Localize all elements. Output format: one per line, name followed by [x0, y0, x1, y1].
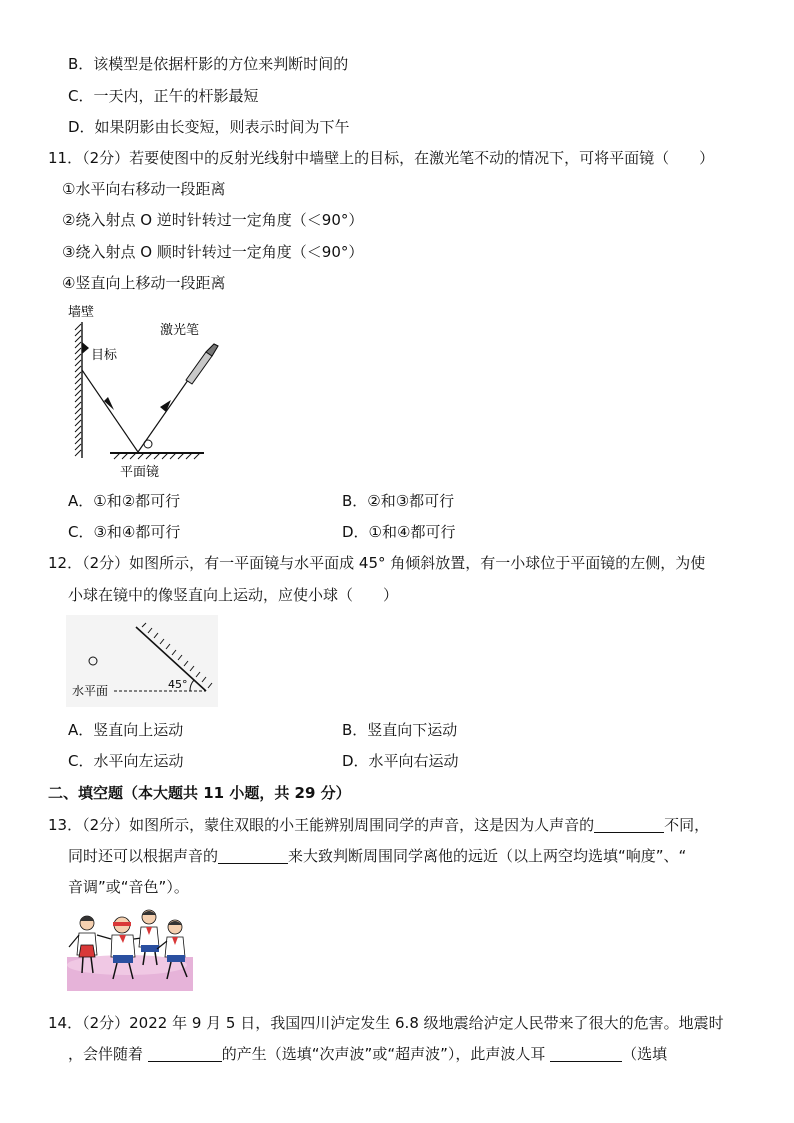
- laser-pen: [186, 344, 218, 384]
- q12-option-b: B．竖直向下运动: [342, 721, 458, 739]
- wall-hatch: [75, 324, 81, 456]
- q13-text-1b: 不同，: [664, 816, 710, 834]
- q14-line2: [68, 1044, 667, 1064]
- q11-item-1: ①水平向右移动一段距离: [62, 180, 226, 198]
- q11-option-c: C．③和④都可行: [68, 523, 181, 541]
- q11-item-4: ④竖直向上移动一段距离: [62, 274, 226, 292]
- q13-blank-1[interactable]: [594, 816, 664, 833]
- q11-item-2: ②绕入射点 O 逆时针转过一定角度（＜90°）: [62, 211, 364, 229]
- target-mark: [82, 342, 89, 354]
- wall-label: 墙壁: [68, 305, 95, 320]
- angle-label: 45°: [168, 678, 188, 691]
- q13-text-2a: 同时还可以根据声音的: [68, 847, 219, 865]
- q12-option-d: D．水平向右运动: [342, 752, 459, 770]
- q13-line3: 音调”或“音色”）。: [68, 878, 189, 896]
- q14-blank-2[interactable]: [550, 1045, 622, 1062]
- q13-line2: [68, 846, 686, 866]
- q13-line1: [48, 815, 709, 835]
- q11-option-d: D．①和④都可行: [342, 523, 456, 541]
- q10-option-b: B．该模型是依据杆影的方位来判断时间的: [68, 55, 349, 73]
- q11-option-b: B．②和③都可行: [342, 492, 455, 510]
- q14-text-2b: 的产生（选填“次声波”或“超声波”），此声波人耳: [221, 1045, 551, 1063]
- q12-stem-line2: 小球在镜中的像竖直向上运动，应使小球（ ）: [68, 586, 399, 604]
- q10-option-c: C．一天内，正午的杆影最短: [68, 87, 259, 105]
- q14-blank-1[interactable]: [148, 1045, 222, 1062]
- q13-figure: [67, 905, 193, 991]
- q13-text-1a: 13．（2分）如图所示，蒙住双眼的小王能辨别周围同学的声音，这是因为人声音的: [48, 816, 595, 834]
- q14-line1: 14．（2分）2022 年 9 月 5 日，我国四川泸定发生 6.8 级地震给泸定人民带来了很大的危害。地震时: [48, 1014, 724, 1032]
- q12-option-a: A．竖直向上运动: [68, 721, 184, 739]
- q13-blank-2[interactable]: [218, 847, 288, 864]
- q11-figure: [62, 300, 222, 480]
- horizontal-label: 水平面: [72, 684, 109, 698]
- reflected-ray: [82, 370, 138, 452]
- q10-option-d: D．如果阴影由长变短，则表示时间为下午: [68, 118, 350, 136]
- q13-text-2b: 来大致判断周围同学离他的远近（以上两空均选填“响度”、“: [288, 847, 687, 865]
- mirror-label: 平面镜: [120, 465, 160, 480]
- laser-label: 激光笔: [160, 323, 200, 338]
- q12-option-c: C．水平向左运动: [68, 752, 184, 770]
- q14-text-2a: ，会伴随着: [68, 1045, 148, 1063]
- section-title: 二、填空题（本大题共 11 小题，共 29 分）: [48, 784, 351, 802]
- q12-stem-line1: 12．（2分）如图所示，有一平面镜与水平面成 45° 角倾斜放置，有一小球位于平面镜的左侧，为使: [48, 554, 706, 572]
- q11-stem: 11．（2分）若要使图中的反射光线射中墙壁上的目标，在激光笔不动的情况下，可将平面镜（ ）: [48, 149, 715, 167]
- target-label: 目标: [91, 348, 118, 363]
- q11-item-3: ③绕入射点 O 顺时针转过一定角度（＜90°）: [62, 243, 364, 261]
- q11-option-a: A．①和②都可行: [68, 492, 181, 510]
- q12-figure: [66, 615, 218, 707]
- q14-text-2c: （选填: [622, 1045, 668, 1063]
